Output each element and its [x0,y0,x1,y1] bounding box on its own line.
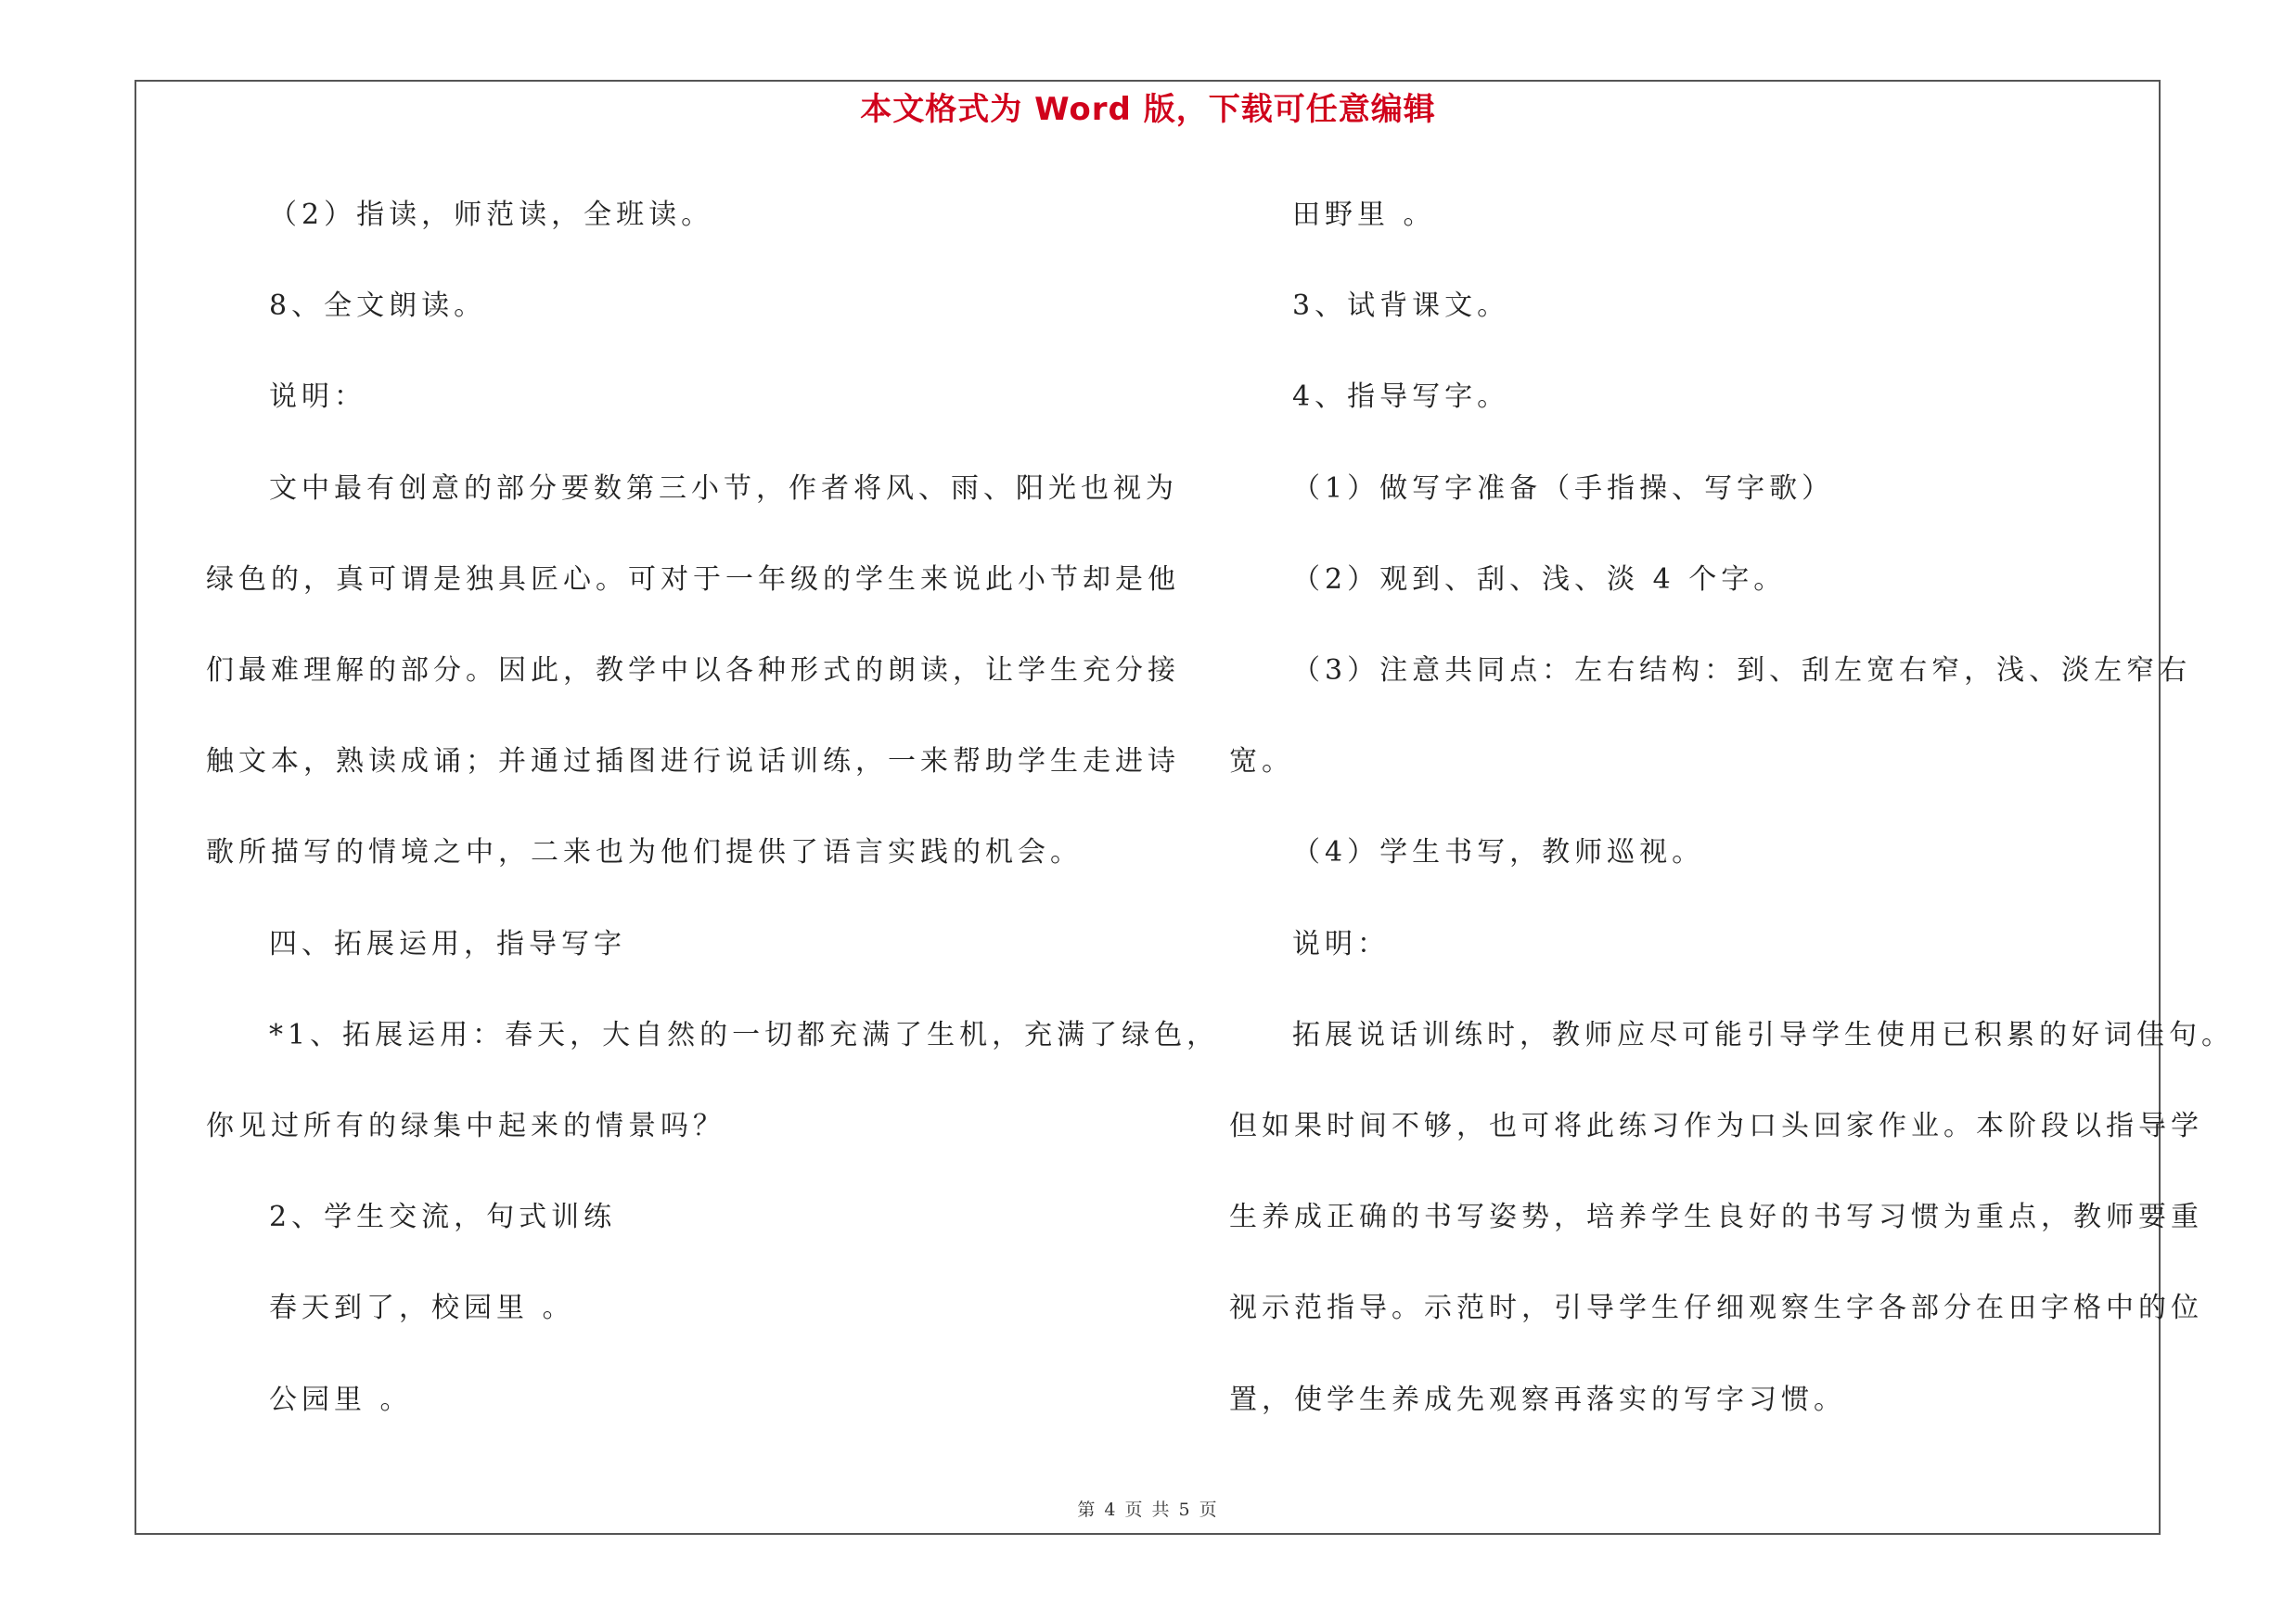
left-line-1: （2）指读，师范读，全班读。 [269,199,714,231]
left-line-11: 你见过所有的绿集中起来的情景吗？ [206,1110,725,1142]
left-line-4: 文中最有创意的部分要数第三小节，作者将风、雨、阳光也视为 [269,471,1178,505]
right-line-5: （2）观到、刮、浅、淡 4 个字。 [1292,562,1787,596]
right-line-7: 宽。 [1229,745,1294,779]
left-line-7: 触文本，熟读成诵；并通过插图进行说话训练，一来帮助学生走进诗 [206,745,1180,779]
right-line-12: 生养成正确的书写姿势，培养学生良好的书写习惯为重点，教师要重 [1229,1201,2203,1234]
left-line-9: 四、拓展运用，指导写字 [269,927,626,960]
format-banner: 本文格式为 Word 版，下载可任意编辑 [860,91,1436,128]
left-line-8: 歌所描写的情境之中，二来也为他们提供了语言实践的机会。 [206,836,1083,869]
right-line-13: 视示范指导。示范时，引导学生仔细观察生字各部分在田字格中的位 [1229,1292,2203,1325]
left-line-5: 绿色的，真可谓是独具匠心。可对于一年级的学生来说此小节却是他 [206,562,1180,596]
right-line-6: （3）注意共同点：左右结构：到、刮左宽右窄，浅、淡左窄右 [1292,654,2192,687]
right-line-10: 拓展说话训练时，教师应尽可能引导学生使用已积累的好词佳句。 [1292,1018,2234,1051]
right-line-14: 置，使学生养成先观察再落实的写字习惯。 [1229,1383,1846,1416]
left-line-12: 2、学生交流，句式训练 [269,1201,617,1234]
right-line-1: 田野里 。 [1292,199,1436,231]
left-line-10: *1、拓展运用：春天，大自然的一切都充满了生机，充满了绿色， [269,1018,1220,1051]
left-line-2: 8、全文朗读。 [269,290,487,323]
left-line-3: 说明： [269,380,366,414]
right-line-2: 3、试背课文。 [1292,290,1510,323]
right-line-11: 但如果时间不够，也可将此练习作为口头回家作业。本阶段以指导学 [1229,1110,2203,1142]
right-line-4: （1）做写字准备（手指操、写字歌） [1292,471,1835,505]
left-line-14: 公园里 。 [269,1383,413,1416]
right-line-3: 4、指导写字。 [1292,380,1510,414]
right-line-8: （4）学生书写，教师巡视。 [1292,836,1705,869]
left-line-6: 们最难理解的部分。因此，教学中以各种形式的朗读，让学生充分接 [206,654,1180,687]
left-line-13: 春天到了，校园里 。 [269,1292,575,1325]
right-line-9: 说明： [1292,927,1390,960]
page-number-footer: 第 4 页 共 5 页 [1077,1500,1219,1520]
